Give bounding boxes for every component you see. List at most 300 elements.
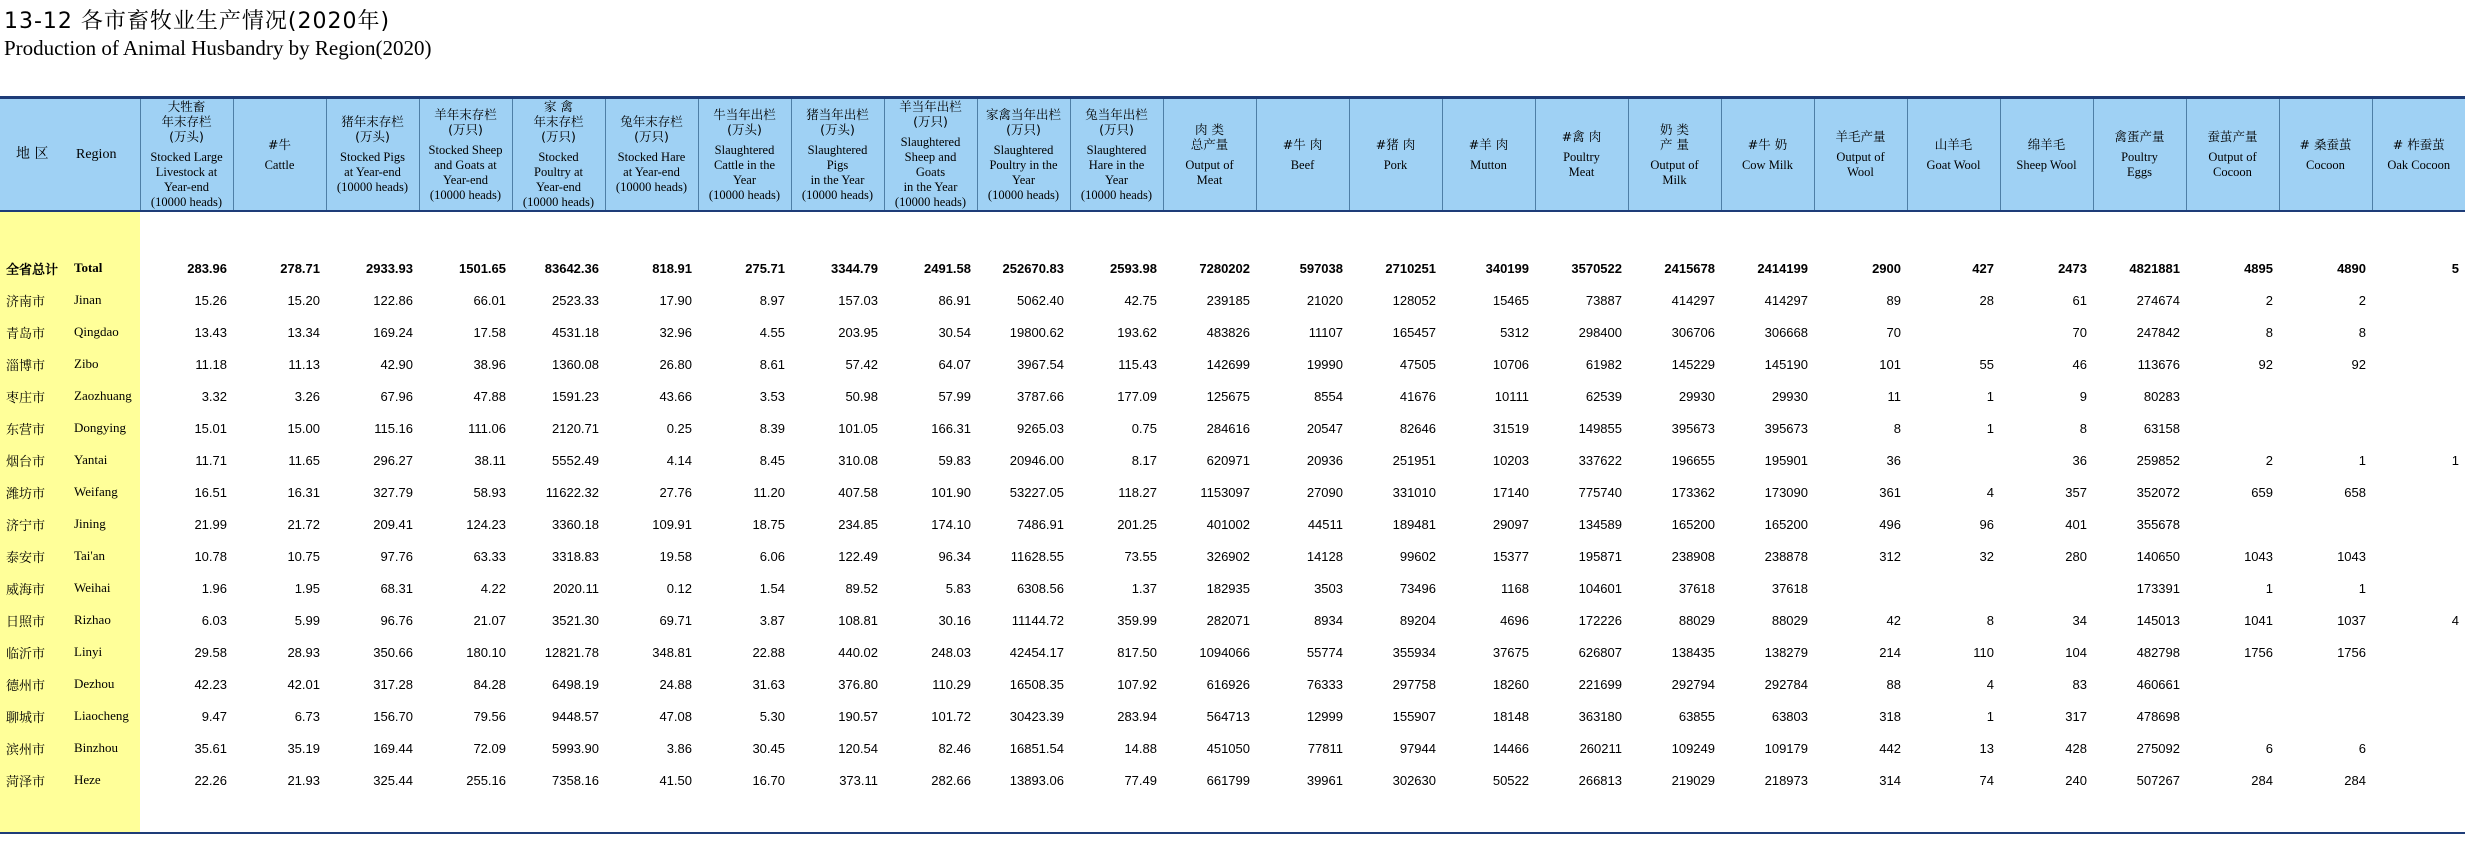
value-cell: 82.46 xyxy=(938,740,971,756)
value-cell xyxy=(2372,796,2465,833)
value-cell: 15.00 xyxy=(287,420,320,436)
header-col-en: Output of Meat xyxy=(1185,157,1234,187)
value-cell: 18260 xyxy=(1492,676,1529,692)
header-col-en: Slaughtered Cattle in the Year (10000 heads) xyxy=(708,142,781,202)
region-cell-en: Total xyxy=(72,252,140,284)
value-cell xyxy=(1442,211,1535,252)
value-cell: 357 xyxy=(2065,484,2087,500)
value-cell xyxy=(1907,316,2000,348)
value-cell: 8 xyxy=(1986,612,1994,628)
value-cell: 24.88 xyxy=(659,676,692,692)
value-cell: 11.13 xyxy=(288,356,320,372)
table-row xyxy=(0,764,2465,796)
value-cell: 63158 xyxy=(2143,420,2180,436)
value-cell: 118.27 xyxy=(1118,484,1157,500)
header-col-19 xyxy=(1907,98,2000,212)
value-cell: 359.99 xyxy=(1117,612,1157,628)
header-col-cn: 禽蛋产量 xyxy=(2114,129,2165,144)
value-cell: 104601 xyxy=(1578,580,1622,596)
header-col-en: Slaughtered Hare in the Year (10000 heads) xyxy=(1080,142,1153,202)
value-cell xyxy=(326,796,419,833)
value-cell xyxy=(1163,796,1256,833)
value-cell: 3.32 xyxy=(201,388,227,404)
value-cell: 7280202 xyxy=(1199,260,1250,276)
value-cell xyxy=(233,796,326,833)
value-cell: 1 xyxy=(2358,452,2366,468)
value-cell: 460661 xyxy=(2136,676,2180,692)
header-col-cn: #牛 肉 xyxy=(1282,136,1323,152)
value-cell: 145229 xyxy=(1671,356,1715,372)
value-cell: 22.26 xyxy=(194,772,227,788)
value-cell: 373.11 xyxy=(839,772,878,788)
value-cell: 620971 xyxy=(1206,452,1250,468)
value-cell: 9 xyxy=(2079,388,2087,404)
value-cell: 317 xyxy=(2065,708,2087,724)
table-header xyxy=(0,98,2465,212)
value-cell: 1.54 xyxy=(759,580,785,596)
value-cell: 4.55 xyxy=(759,324,785,340)
header-col-cn: 牛当年出栏 (万头) xyxy=(713,106,776,137)
value-cell: 62539 xyxy=(1585,388,1622,404)
value-cell: 1 xyxy=(1986,388,1994,404)
value-cell: 238908 xyxy=(1671,548,1715,564)
value-cell: 180.10 xyxy=(466,644,506,660)
value-cell: 10.78 xyxy=(194,548,227,564)
table-row xyxy=(0,540,2465,572)
value-cell xyxy=(1907,211,2000,252)
value-cell: 5 xyxy=(2451,260,2459,276)
value-cell: 7358.16 xyxy=(552,772,599,788)
value-cell xyxy=(2000,796,2093,833)
value-cell: 34 xyxy=(2072,612,2087,628)
value-cell: 4696 xyxy=(1500,612,1529,628)
value-cell xyxy=(2372,636,2465,668)
value-cell: 6498.19 xyxy=(552,676,599,692)
value-cell: 8.39 xyxy=(759,420,785,436)
value-cell: 57.42 xyxy=(845,356,878,372)
header-col-21 xyxy=(2093,98,2186,212)
value-cell: 57.99 xyxy=(938,388,971,404)
value-cell: 5.83 xyxy=(945,580,971,596)
value-cell: 355934 xyxy=(1392,644,1436,660)
data-table xyxy=(0,96,2465,834)
value-cell: 1 xyxy=(1986,420,1994,436)
header-col-24 xyxy=(2372,98,2465,212)
value-cell: 818.91 xyxy=(652,260,692,276)
value-cell: 407.58 xyxy=(838,484,878,500)
value-cell: 32.96 xyxy=(659,324,692,340)
value-cell: 55774 xyxy=(1306,644,1343,660)
value-cell: 4 xyxy=(1986,484,1994,500)
header-col-cn: #禽 肉 xyxy=(1561,129,1602,144)
value-cell: 80283 xyxy=(2143,388,2180,404)
value-cell: 104 xyxy=(2065,644,2087,660)
value-cell: 69.71 xyxy=(659,612,692,628)
value-cell: 4.22 xyxy=(480,580,506,596)
region-cell-cn: 临沂市 xyxy=(0,636,72,668)
value-cell: 101.90 xyxy=(931,484,971,500)
value-cell: 6.03 xyxy=(201,612,227,628)
header-col-en: Cow Milk xyxy=(1741,157,1794,172)
region-cell-cn: 威海市 xyxy=(0,572,72,604)
value-cell xyxy=(2372,316,2465,348)
region-cell-en: Heze xyxy=(72,764,140,796)
value-cell xyxy=(1535,796,1628,833)
value-cell xyxy=(1907,444,2000,476)
value-cell: 3.26 xyxy=(294,388,320,404)
value-cell: 63.33 xyxy=(473,548,506,564)
value-cell: 37618 xyxy=(1771,580,1808,596)
value-cell: 4.14 xyxy=(666,452,692,468)
region-cell-en: Jining xyxy=(72,508,140,540)
header-col-en: Mutton xyxy=(1470,157,1507,172)
table-row xyxy=(0,380,2465,412)
value-cell: 626807 xyxy=(1578,644,1622,660)
value-cell: 83642.36 xyxy=(544,260,599,276)
value-cell: 30.45 xyxy=(752,740,785,756)
value-cell: 564713 xyxy=(1206,708,1250,724)
value-cell xyxy=(2093,796,2186,833)
value-cell: 19.58 xyxy=(659,548,692,564)
value-cell: 77811 xyxy=(1307,740,1343,756)
value-cell xyxy=(605,796,698,833)
value-cell: 8934 xyxy=(1314,612,1343,628)
value-cell xyxy=(1163,211,1256,252)
value-cell: 2491.58 xyxy=(924,260,971,276)
value-cell: 30.54 xyxy=(938,324,971,340)
value-cell: 318 xyxy=(1879,708,1901,724)
value-cell: 326902 xyxy=(1206,548,1250,564)
value-cell: 21020 xyxy=(1306,292,1343,308)
value-cell: 2933.93 xyxy=(366,260,413,276)
value-cell: 12821.78 xyxy=(544,644,599,660)
value-cell: 142699 xyxy=(1206,356,1250,372)
value-cell: 292784 xyxy=(1764,676,1808,692)
value-cell xyxy=(2279,796,2372,833)
value-cell: 59.83 xyxy=(938,452,971,468)
value-cell: 66.01 xyxy=(473,292,506,308)
value-cell xyxy=(1721,796,1814,833)
value-cell: 1.96 xyxy=(201,580,227,596)
value-cell: 73496 xyxy=(1399,580,1436,596)
value-cell: 35.19 xyxy=(287,740,320,756)
value-cell: 363180 xyxy=(1578,708,1622,724)
header-col-9 xyxy=(977,98,1070,212)
region-cell-en: Rizhao xyxy=(72,604,140,636)
header-col-en: Slaughtered Poultry in the Year (10000 heads) xyxy=(987,142,1060,202)
value-cell: 97.76 xyxy=(380,548,413,564)
value-cell: 4531.18 xyxy=(552,324,599,340)
header-col-cn: # 桑蚕茧 xyxy=(2299,136,2352,152)
value-cell: 31519 xyxy=(1492,420,1529,436)
value-cell: 8 xyxy=(2265,324,2273,340)
value-cell: 15377 xyxy=(1492,548,1529,564)
value-cell xyxy=(2372,732,2465,764)
region-cell-en: Weihai xyxy=(72,572,140,604)
value-cell: 597038 xyxy=(1299,260,1343,276)
value-cell: 84.28 xyxy=(473,676,506,692)
table-row xyxy=(0,604,2465,636)
table-row xyxy=(0,668,2465,700)
header-col-en: Poultry Eggs xyxy=(2121,150,2158,179)
value-cell xyxy=(1628,796,1721,833)
value-cell: 125675 xyxy=(1206,388,1250,404)
region-cell-en: Binzhou xyxy=(72,732,140,764)
value-cell: 6308.56 xyxy=(1017,580,1064,596)
value-cell xyxy=(419,211,512,252)
value-cell: 3967.54 xyxy=(1017,356,1064,372)
value-cell: 16.31 xyxy=(287,484,320,500)
header-col-cn: 蚕茧产量 xyxy=(2207,129,2258,144)
value-cell: 155907 xyxy=(1392,708,1436,724)
value-cell xyxy=(791,796,884,833)
value-cell: 2415678 xyxy=(1664,260,1715,276)
value-cell: 817.50 xyxy=(1117,644,1157,660)
value-cell: 29930 xyxy=(1678,388,1715,404)
value-cell: 113676 xyxy=(2137,356,2180,372)
region-cell-en: Dezhou xyxy=(72,668,140,700)
region-cell-cn: 青岛市 xyxy=(0,316,72,348)
value-cell xyxy=(2372,700,2465,732)
value-cell: 27090 xyxy=(1306,484,1343,500)
value-cell: 3.86 xyxy=(666,740,692,756)
region-cell-cn: 泰安市 xyxy=(0,540,72,572)
value-cell: 361 xyxy=(1879,484,1901,500)
header-col-en: Stocked Hare at Year-end (10000 heads) xyxy=(615,150,688,194)
value-cell: 169.44 xyxy=(373,740,413,756)
value-cell: 12999 xyxy=(1306,708,1343,724)
value-cell: 21.99 xyxy=(194,516,227,532)
region-cell-cn: 东营市 xyxy=(0,412,72,444)
header-col-23 xyxy=(2279,98,2372,212)
value-cell: 82646 xyxy=(1399,420,1436,436)
value-cell xyxy=(2372,284,2465,316)
value-cell: 124.23 xyxy=(466,516,506,532)
value-cell: 348.81 xyxy=(652,644,692,660)
header-col-0 xyxy=(140,98,233,212)
value-cell: 145190 xyxy=(1764,356,1808,372)
value-cell: 157.03 xyxy=(838,292,878,308)
value-cell xyxy=(1070,796,1163,833)
header-col-en: Sheep Wool xyxy=(2016,157,2077,172)
region-cell-cn: 聊城市 xyxy=(0,700,72,732)
value-cell xyxy=(2372,380,2465,412)
header-col-cn: 奶 类 产 量 xyxy=(1660,121,1689,152)
value-cell: 156.70 xyxy=(373,708,413,724)
value-cell: 8 xyxy=(2358,324,2366,340)
value-cell: 27.76 xyxy=(659,484,692,500)
value-cell xyxy=(977,796,1070,833)
value-cell: 240 xyxy=(2065,772,2087,788)
value-cell: 282071 xyxy=(1206,612,1250,628)
value-cell: 88029 xyxy=(1771,612,1808,628)
value-cell: 234.85 xyxy=(838,516,878,532)
value-cell: 138435 xyxy=(1671,644,1715,660)
value-cell xyxy=(2372,668,2465,700)
value-cell xyxy=(2372,412,2465,444)
value-cell: 177.09 xyxy=(1117,388,1157,404)
value-cell: 1041 xyxy=(2244,612,2273,628)
value-cell: 275.71 xyxy=(745,260,785,276)
value-cell: 19800.62 xyxy=(1009,324,1064,340)
value-cell: 73887 xyxy=(1585,292,1622,308)
value-cell xyxy=(326,211,419,252)
value-cell: 68.31 xyxy=(380,580,413,596)
region-cell-cn: 全省总计 xyxy=(0,252,72,284)
value-cell: 58.93 xyxy=(473,484,506,500)
value-cell: 101 xyxy=(1879,356,1901,372)
value-cell xyxy=(1814,572,1907,604)
value-cell: 238878 xyxy=(1764,548,1808,564)
value-cell: 10203 xyxy=(1492,452,1529,468)
value-cell: 302630 xyxy=(1392,772,1436,788)
value-cell xyxy=(2372,348,2465,380)
value-cell: 2 xyxy=(2265,452,2273,468)
value-cell: 483826 xyxy=(1206,324,1250,340)
value-cell: 110 xyxy=(1973,644,1994,660)
table-row xyxy=(0,316,2465,348)
value-cell xyxy=(1256,796,1349,833)
value-cell xyxy=(977,211,1070,252)
value-cell: 89204 xyxy=(1399,612,1436,628)
header-col-en: Oak Cocoon xyxy=(2387,157,2451,172)
header-col-cn: 羊毛产量 xyxy=(1835,129,1886,144)
value-cell: 266813 xyxy=(1578,772,1622,788)
value-cell: 451050 xyxy=(1206,740,1250,756)
header-col-17 xyxy=(1721,98,1814,212)
value-cell: 247842 xyxy=(2136,324,2180,340)
value-cell: 26.80 xyxy=(659,356,692,372)
header-col-cn: 家 禽 年末存栏 (万只) xyxy=(533,99,584,144)
value-cell: 298400 xyxy=(1578,324,1622,340)
value-cell: 9448.57 xyxy=(552,708,599,724)
value-cell: 331010 xyxy=(1392,484,1436,500)
header-col-en: Pork xyxy=(1383,157,1408,172)
value-cell: 317.28 xyxy=(373,676,413,692)
region-cell-cn: 日照市 xyxy=(0,604,72,636)
value-cell: 284 xyxy=(2344,772,2366,788)
header-col-en: Output of Cocoon xyxy=(2208,150,2257,179)
value-cell: 352072 xyxy=(2136,484,2180,500)
value-cell: 15.01 xyxy=(194,420,227,436)
value-cell: 252670.83 xyxy=(1002,260,1064,276)
value-cell: 327.79 xyxy=(373,484,413,500)
value-cell: 395673 xyxy=(1764,420,1808,436)
value-cell: 128052 xyxy=(1392,292,1436,308)
value-cell: 14128 xyxy=(1306,548,1343,564)
value-cell: 122.49 xyxy=(838,548,878,564)
value-cell: 3.53 xyxy=(759,388,785,404)
value-cell xyxy=(2186,668,2279,700)
value-cell xyxy=(140,796,233,833)
value-cell: 1043 xyxy=(2337,548,2366,564)
value-cell xyxy=(698,211,791,252)
value-cell: 195901 xyxy=(1764,452,1808,468)
value-cell: 14.88 xyxy=(1124,740,1157,756)
value-cell: 218973 xyxy=(1764,772,1808,788)
value-cell: 478698 xyxy=(2136,708,2180,724)
header-col-18 xyxy=(1814,98,1907,212)
value-cell xyxy=(2279,700,2372,732)
value-cell: 190.57 xyxy=(838,708,878,724)
value-cell: 11.65 xyxy=(288,452,320,468)
header-col-2 xyxy=(326,98,419,212)
spacer-row xyxy=(0,796,2465,833)
value-cell: 2710251 xyxy=(1385,260,1436,276)
value-cell: 297758 xyxy=(1392,676,1436,692)
value-cell: 11622.32 xyxy=(545,484,599,500)
header-col-20 xyxy=(2000,98,2093,212)
value-cell: 3.87 xyxy=(759,612,785,628)
header-col-3 xyxy=(419,98,512,212)
header-col-11 xyxy=(1163,98,1256,212)
value-cell xyxy=(605,211,698,252)
value-cell: 166.31 xyxy=(931,420,971,436)
value-cell: 0.75 xyxy=(1131,420,1157,436)
value-cell: 314 xyxy=(1879,772,1901,788)
value-cell: 140650 xyxy=(2136,548,2180,564)
table-row xyxy=(0,732,2465,764)
value-cell: 3521.30 xyxy=(552,612,599,628)
value-cell: 659 xyxy=(2251,484,2273,500)
value-cell: 16851.54 xyxy=(1009,740,1064,756)
value-cell xyxy=(512,796,605,833)
header-col-cn: 家禽当年出栏 (万只) xyxy=(985,106,1061,137)
value-cell: 1501.65 xyxy=(459,260,506,276)
header-col-22 xyxy=(2186,98,2279,212)
value-cell: 86.91 xyxy=(938,292,971,308)
value-cell xyxy=(2372,764,2465,796)
header-col-en: Stocked Poultry at Year-end (10000 heads) xyxy=(522,150,595,209)
value-cell: 70 xyxy=(1886,324,1901,340)
value-cell: 20547 xyxy=(1306,420,1343,436)
value-cell xyxy=(2186,508,2279,540)
value-cell: 43.66 xyxy=(659,388,692,404)
value-cell: 36 xyxy=(1886,452,1901,468)
value-cell: 20946.00 xyxy=(1009,452,1064,468)
value-cell: 72.09 xyxy=(473,740,506,756)
value-cell: 29.58 xyxy=(194,644,227,660)
value-cell: 280 xyxy=(2065,548,2087,564)
value-cell xyxy=(233,211,326,252)
table-row xyxy=(0,412,2465,444)
value-cell xyxy=(2186,380,2279,412)
header-col-en: Beef xyxy=(1290,157,1315,172)
value-cell: 182935 xyxy=(1206,580,1250,596)
value-cell xyxy=(2372,572,2465,604)
region-cell-cn: 菏泽市 xyxy=(0,764,72,796)
value-cell: 47.88 xyxy=(473,388,506,404)
value-cell: 22.88 xyxy=(752,644,785,660)
value-cell xyxy=(1535,211,1628,252)
header-col-en: Goat Wool xyxy=(1926,157,1981,172)
value-cell: 325.44 xyxy=(373,772,413,788)
header-col-cn: # 柞蚕茧 xyxy=(2392,136,2445,152)
value-cell: 61982 xyxy=(1585,356,1622,372)
value-cell: 47505 xyxy=(1399,356,1436,372)
value-cell: 17140 xyxy=(1492,484,1529,500)
value-cell: 3503 xyxy=(1314,580,1343,596)
header-col-12 xyxy=(1256,98,1349,212)
value-cell: 428 xyxy=(2065,740,2087,756)
value-cell: 8554 xyxy=(1314,388,1343,404)
value-cell: 401 xyxy=(2065,516,2087,532)
value-cell xyxy=(2279,412,2372,444)
value-cell: 9265.03 xyxy=(1017,420,1064,436)
value-cell: 165457 xyxy=(1392,324,1436,340)
value-cell: 92 xyxy=(2258,356,2273,372)
value-cell xyxy=(419,796,512,833)
